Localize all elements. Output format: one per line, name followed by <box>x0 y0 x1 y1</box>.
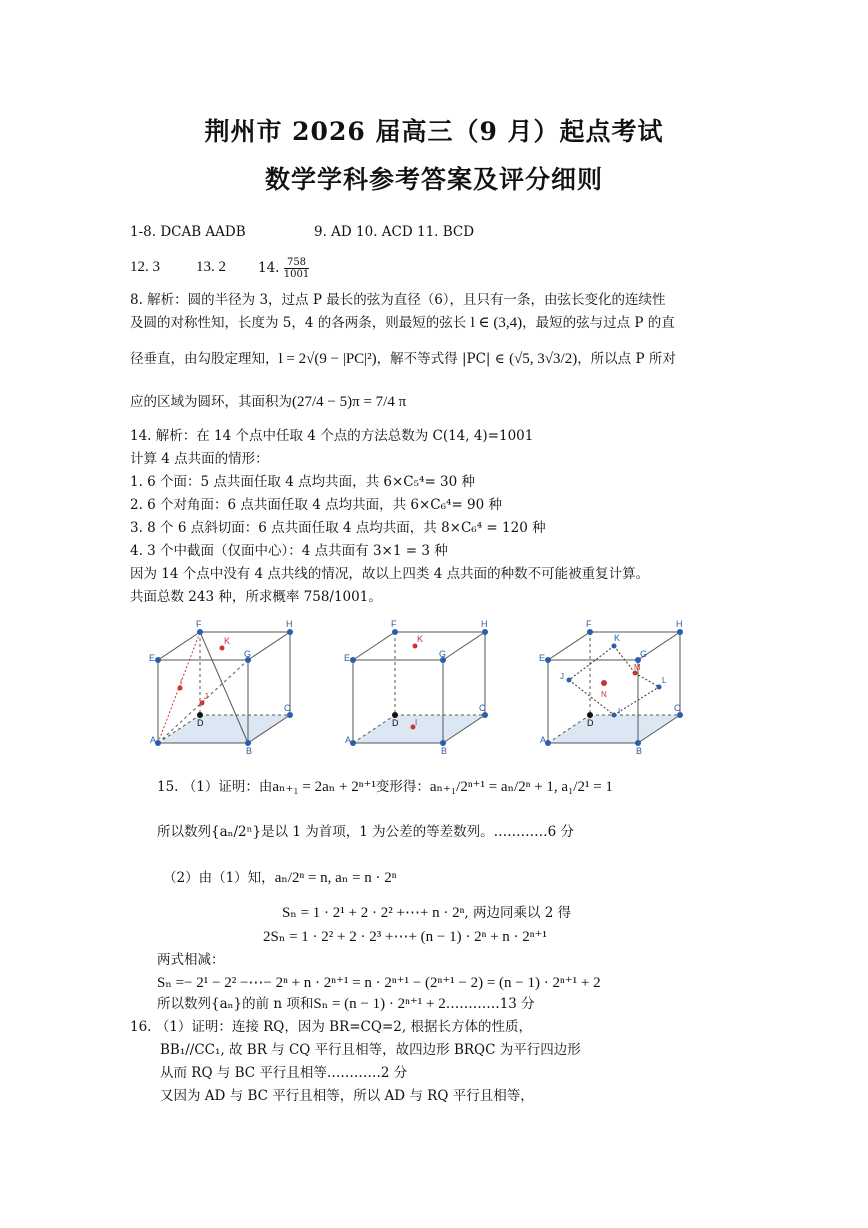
q16-line-1: 16. （1）证明：连接 RQ，因为 BR=CQ=2, 根据长方体的性质， <box>130 1019 532 1035</box>
q8-line-3-text-c: ，所以点 P 所对 <box>577 351 676 367</box>
svg-text:A: A <box>150 735 157 745</box>
svg-text:A: A <box>345 735 352 745</box>
q8-line-2 <box>130 313 675 333</box>
q15-line-8-text-a: 所以数列{aₙ}的前 n 项和 <box>157 996 314 1012</box>
cube-figure-2 <box>344 619 488 755</box>
svg-text:H: H <box>286 619 293 629</box>
answer-14 <box>258 257 309 280</box>
svg-text:H: H <box>676 619 683 629</box>
q15-line-8 <box>157 994 535 1014</box>
svg-text:I: I <box>180 678 183 687</box>
q15-line-6: 两式相减： <box>157 952 225 968</box>
svg-text:B: B <box>636 746 643 755</box>
page-title: 荆州市 2026 届高三（9 月）起点考试 <box>204 117 664 146</box>
svg-text:F: F <box>196 619 202 629</box>
svg-text:J: J <box>560 672 564 681</box>
svg-text:F: F <box>391 619 397 629</box>
q15-line-7: Sₙ =− 2¹ − 2² −⋯− 2ⁿ + n · 2ⁿ⁺¹ = n · 2ⁿ⁺¹ − (2ⁿ⁺¹ − 2) = (n − 1) · 2ⁿ⁺¹ + 2 <box>157 975 601 991</box>
answer-12: 12. 3 <box>130 259 160 275</box>
q15-line-5: 2Sₙ = 1 · 2² + 2 · 2³ +⋯+ (n − 1) · 2ⁿ + n · 2ⁿ⁺¹ <box>263 929 547 945</box>
q8-line-3-math-2: (√5, 3√3/2) <box>509 351 578 367</box>
svg-text:E: E <box>344 653 351 663</box>
q15-line-3-text: （2）由（1）知， <box>163 870 275 886</box>
q15-line-1-text-b: 变形得： <box>375 779 430 795</box>
q8-line-4-text: 应的区域为圆环，其面积为 <box>130 394 292 410</box>
q8-line-3-text-a: 径垂直，由勾股定理知， <box>130 351 279 367</box>
q14-item-2: 2. 6 个对角面：6 点共面任取 4 点均共面，共 6×C₆⁴= 90 种 <box>130 497 503 513</box>
svg-text:K: K <box>417 634 424 644</box>
answer-14-numerator: 758 <box>284 257 309 269</box>
q8-line-4-math: (27/4 − 5)π = 7/4 π <box>292 394 407 410</box>
q15-line-1-math-2: aₙ₊₁/2ⁿ⁺¹ = aₙ/2ⁿ + 1, a₁/2¹ = 1 <box>429 779 613 795</box>
svg-text:J: J <box>204 692 208 701</box>
q15-line-8-text-b: …………13 分 <box>445 996 535 1012</box>
q16-line-4: 又因为 AD 与 BC 平行且相等，所以 AD 与 RQ 平行且相等， <box>160 1088 534 1104</box>
svg-text:I: I <box>415 718 418 727</box>
cube-figure-3 <box>539 619 683 755</box>
q8-line-2-text-a: 及圆的对称性知，长度为 5，4 的各两条，则最短的弦长 <box>130 315 471 331</box>
q15-line-3 <box>163 868 397 888</box>
svg-text:H: H <box>481 619 488 629</box>
q14-line-7: 因为 14 个点中没有 4 点共线的情况，故以上四类 4 点共面的种数不可能被重复计算。 <box>130 566 650 582</box>
svg-text:C: C <box>479 703 486 713</box>
q8-line-1: 8. 解析：圆的半径为 3，过点 P 最长的弦为直径（6），且只有一条，由弦长变化的连续性 <box>130 292 666 308</box>
svg-text:D: D <box>197 718 204 728</box>
svg-text:D: D <box>392 718 399 728</box>
q15-line-4-math: Sₙ = 1 · 2¹ + 2 · 2² +⋯+ n · 2ⁿ <box>282 905 465 921</box>
svg-text:D: D <box>587 718 594 728</box>
q8-line-3 <box>130 349 676 369</box>
svg-text:C: C <box>284 703 291 713</box>
svg-text:K: K <box>224 636 231 646</box>
answers-1-8: 1-8. DCAB AADB <box>130 224 246 240</box>
svg-text:E: E <box>149 653 156 663</box>
q14-line-1: 14. 解析：在 14 个点中任取 4 个点的方法总数为 C(14, 4)=1001 <box>130 428 534 444</box>
q8-line-2-text-b: ，最短的弦与过点 P 的直 <box>522 315 675 331</box>
q14-item-3: 3. 8 个 6 点斜切面：6 点共面任取 4 点均共面，共 8×C₆⁴ = 120 种 <box>130 520 546 536</box>
answer-14-denominator: 1001 <box>283 269 310 280</box>
answer-14-label: 14. <box>258 260 280 276</box>
svg-text:B: B <box>246 746 253 755</box>
q15-line-3-math: aₙ/2ⁿ = n, aₙ = n · 2ⁿ <box>274 870 397 886</box>
answers-9-11: 9. AD 10. ACD 11. BCD <box>314 224 475 240</box>
svg-text:N: N <box>601 690 607 699</box>
q15-line-4 <box>282 903 571 923</box>
svg-text:F: F <box>586 619 592 629</box>
svg-text:E: E <box>539 653 546 663</box>
q8-line-3-math: l = 2√(9 − |PC|²) <box>278 351 377 367</box>
svg-text:C: C <box>674 703 681 713</box>
q15-line-2: 所以数列{aₙ/2ⁿ}是以 1 为首项，1 为公差的等差数列。…………6 分 <box>157 824 574 840</box>
page-subtitle: 数学学科参考答案及评分细则 <box>264 165 603 194</box>
svg-text:G: G <box>439 649 447 659</box>
svg-text:I: I <box>618 707 621 716</box>
q8-line-4 <box>130 392 406 412</box>
answer-14-fraction <box>284 257 309 280</box>
q8-line-3-text-b: ，解不等式得 |PC| ∈ <box>376 351 510 367</box>
q14-line-2: 计算 4 点共面的情形： <box>130 451 269 467</box>
q15-line-8-math: Sₙ = (n − 1) · 2ⁿ⁺¹ + 2 <box>313 996 446 1012</box>
q14-item-4: 4. 3 个中截面（仅面中心）：4 点共面有 3×1 = 3 种 <box>130 543 448 559</box>
svg-text:G: G <box>640 649 648 659</box>
svg-text:M: M <box>634 663 641 672</box>
q14-item-1: 1. 6 个面：5 点共面任取 4 点均共面，共 6×C₅⁴= 30 种 <box>130 474 476 490</box>
svg-text:B: B <box>441 746 448 755</box>
svg-text:G: G <box>244 649 252 659</box>
svg-text:L: L <box>662 676 667 685</box>
q16-line-3: 从而 RQ 与 BC 平行且相等…………2 分 <box>160 1065 408 1081</box>
cube-figure-1 <box>149 619 293 755</box>
q14-line-8: 共面总数 243 种，所求概率 758/1001。 <box>130 589 382 605</box>
q8-line-2-math: l ∈ (3,4) <box>470 315 523 331</box>
q15-line-1-math: aₙ₊₁ = 2aₙ + 2ⁿ⁺¹ <box>272 779 376 795</box>
q15-line-4-text: , 两边同乘以 2 得 <box>464 905 572 921</box>
cube-figures <box>140 615 720 755</box>
svg-text:A: A <box>540 735 547 745</box>
q15-line-1 <box>157 777 613 797</box>
q15-line-1-text-a: 15. （1）证明：由 <box>157 779 273 795</box>
answer-13: 13. 2 <box>196 259 226 275</box>
q16-line-2: BB₁//CC₁, 故 BR 与 CQ 平行且相等，故四边形 BRQC 为平行四边形 <box>160 1042 581 1058</box>
svg-text:K: K <box>614 633 621 643</box>
